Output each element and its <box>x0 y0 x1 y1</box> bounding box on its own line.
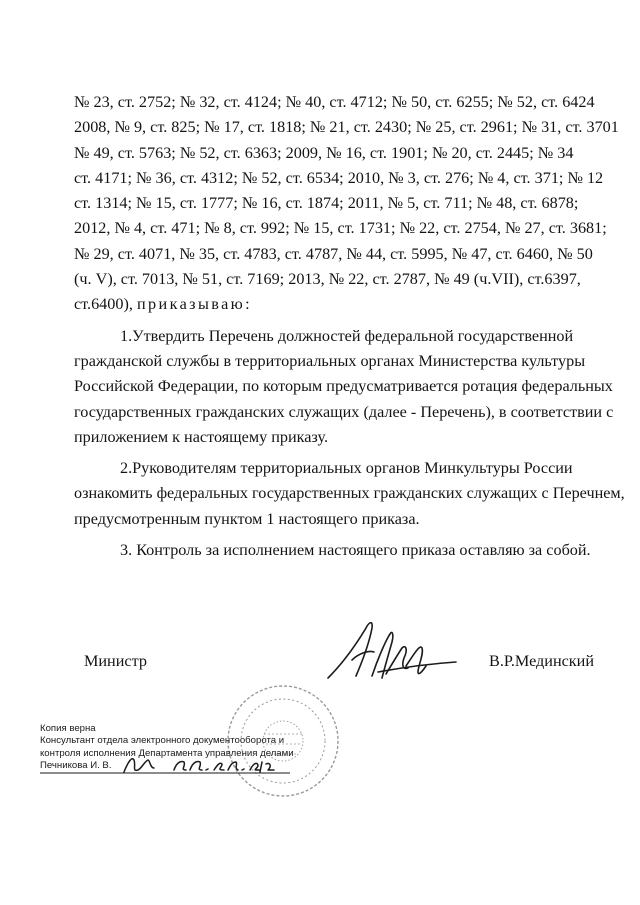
body-line: 2.Руководителям территориальных органов Минкультуры России <box>120 459 573 478</box>
signatory-name: В.Р.Мединский <box>489 652 594 670</box>
paragraph-2 <box>74 456 625 532</box>
copy-note-underline <box>40 771 300 775</box>
body-line: № 29, ст. 4071, № 35, ст. 4783, ст. 4787, № 44, ст. 5995, № 47, ст. 6460, № 50 <box>74 244 593 263</box>
legal-references-paragraph <box>74 90 619 318</box>
copy-note-line: Печникова И. В. <box>40 760 112 772</box>
body-line: государственных гражданских служащих (далее - Перечень), в соответствии с <box>74 402 614 421</box>
body-line: 3. Контроль за исполнением настоящего приказа оставляю за собой. <box>120 541 591 560</box>
paragraph-3 <box>74 538 591 563</box>
copy-note-line: Копия верна <box>40 723 96 734</box>
body-line: ст. 4171; № 36, ст. 4312; № 52, ст. 6534; 2010, № 3, ст. 276; № 4, ст. 371; № 12 <box>74 168 604 187</box>
order-body <box>74 90 625 563</box>
body-line: № 49, ст. 5763; № 52, ст. 6363; 2009, № 16, ст. 1901; № 20, ст. 2445; № 34 <box>74 143 574 162</box>
body-line: ознакомить федеральных государственных гражданских служащих с Перечнем, <box>74 484 625 503</box>
body-line: ст. 1314; № 15, ст. 1777; № 16, ст. 1874; 2011, № 5, ст. 711; № 48, ст. 6878; <box>74 194 579 213</box>
body-line: № 23, ст. 2752; № 32, ст. 4124; № 40, ст. 4712; № 50, ст. 6255; № 52, ст. 6424 <box>74 93 595 111</box>
body-line: 1.Утвердить Перечень должностей федеральной государственной <box>120 326 574 345</box>
body-line-order-clause <box>74 292 568 317</box>
body-line: 2012, № 4, ст. 471; № 8, ст. 992; № 15, ст. 1731; № 22, ст. 2754, № 27, ст. 3681; <box>74 219 607 238</box>
signature-icon <box>322 614 462 690</box>
body-line: предусмотренным пунктом 1 настоящего приказа. <box>74 509 420 528</box>
body-line: (ч. V), ст. 7013, № 51, ст. 7169; 2013, № 22, ст. 2787, № 49 (ч.VII), ст.6397, <box>74 270 581 289</box>
body-line: 2008, № 9, ст. 825; № 17, ст. 1818; № 21, ст. 2430; № 25, ст. 2961; № 31, ст. 3701 <box>74 118 619 137</box>
body-line: приложением к настоящему приказу. <box>74 427 329 446</box>
order-word: приказываю: <box>136 295 253 314</box>
copy-note-line: контроля исполнения Департамента управления делами <box>40 747 294 759</box>
order-clause-prefix: ст.6400), <box>74 295 137 314</box>
signatory-position: Министр <box>84 652 147 670</box>
copy-note-line: Консультант отдела электронного документооборота и <box>40 735 285 747</box>
body-line: гражданской службы в территориальных органах Министерства культуры <box>74 351 586 370</box>
paragraph-1 <box>74 324 614 450</box>
body-line: Российской Федерации, по которым предусматривается ротация федеральных <box>74 377 613 396</box>
